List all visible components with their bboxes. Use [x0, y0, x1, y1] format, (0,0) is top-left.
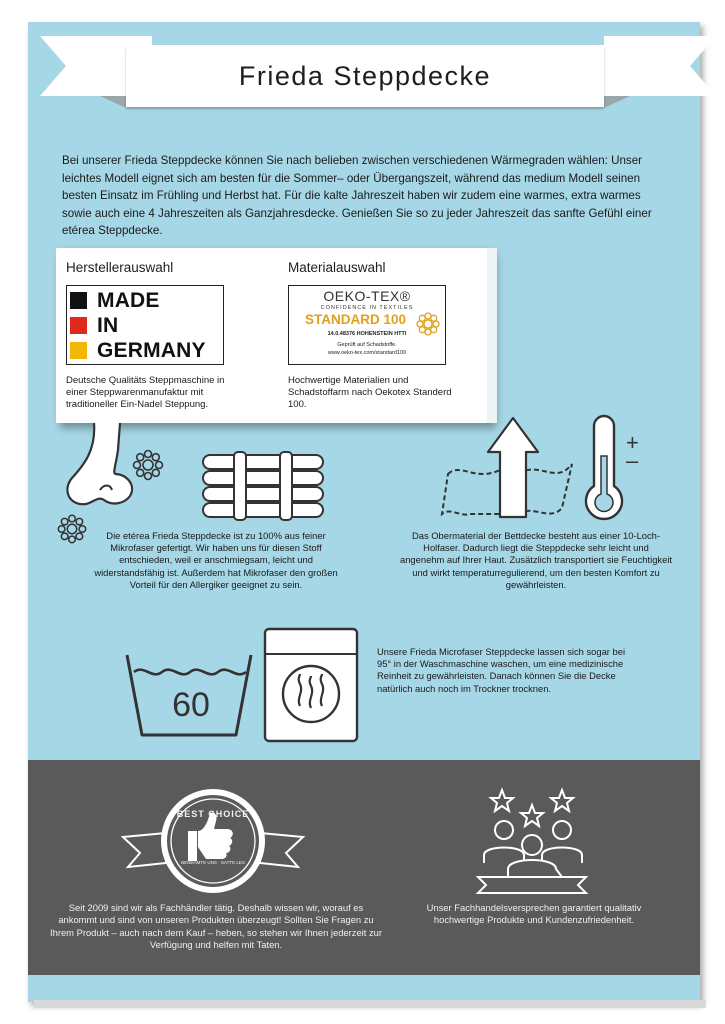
- selection-card: [56, 248, 492, 423]
- logo-line-germany: GERMANY: [97, 338, 206, 362]
- flag-gold-square: [70, 342, 87, 359]
- ribbon-right-fold: [604, 96, 630, 108]
- oeko-tex-logo: [288, 285, 446, 365]
- badge-bottom-text: BENEHMTE UNS · SATTE LES: [181, 860, 245, 865]
- oeko-standard: STANDARD 100: [305, 312, 407, 327]
- oeko-brand: OEKO-TEX®: [323, 288, 411, 304]
- oeko-tested: Geprüft auf Schadstoffe.: [337, 342, 397, 348]
- thermo-plus: +: [626, 430, 639, 455]
- made-in-germany-logo: [66, 285, 224, 365]
- ribbon-right-wing: [604, 36, 716, 96]
- logo-line-in: IN: [97, 313, 119, 337]
- washing-text: Unsere Frieda Microfaser Steppdecke lassen sich sogar bei 95° in der Waschmaschine waschen, um eine medizinische Reinheit zu gewährleisten. Danach können Sie die Decke natürlich auch noch im Trockner trocknen.: [377, 646, 626, 694]
- thermo-minus: –: [626, 448, 639, 473]
- manufacturer-caption: Deutsche Qualitäts Steppmaschine in einer Steppwarenmanufaktur mit traditioneller Ein-Nadel Steppung.: [66, 375, 225, 410]
- material-heading: Materialauswahl: [288, 260, 386, 275]
- pollen-icon: [130, 447, 166, 483]
- flag-black-square: [70, 292, 87, 309]
- bottom-left-text: Seit 2009 sind wir als Fachhändler tätig. Deshalb wissen wir, worauf es ankommt und sind von unseren Produkten überzeugt! Sollten Sie Fragen zu Ihrem Produkt – auch nach dem Kauf – heben, so stehen wir Ihnen jederzeit zur Verfügung und helfen mit Taten.: [50, 902, 382, 951]
- material-caption: Hochwertige Materialien und Schadstoffarm nach Oekotex Standerd 100.: [288, 375, 452, 410]
- oeko-url: www.oeko-tex.com/standard100: [327, 350, 407, 356]
- page-title: Frieda Steppdecke: [238, 60, 492, 91]
- dryer-icon: [262, 626, 362, 746]
- manufacturer-heading: Herstellerauswahl: [66, 260, 174, 275]
- wash-temp: 60: [172, 686, 210, 724]
- pollen-small-icon: [55, 512, 89, 546]
- fiber-text: Die etérea Frieda Steppdecke ist zu 100% aus feiner Mikrofaser gefertigt. Wir haben uns für diesen Stoff entschieden, weil er anschmiegsam, leicht und widerstandsfähig ist. Außerdem hat Mikrofaser den großen Vorteil für den Allergiker geeignet zu sein.: [94, 530, 338, 590]
- best-choice-badge-icon: [118, 785, 308, 897]
- logo-line-made: MADE: [97, 288, 160, 312]
- breathable-text: Das Obermaterial der Bettdecke besteht aus einer 10-Loch-Holfaser. Dadurch liegt die Steppdecke sehr leicht und angenehm auf Ihrer Haut. Zusätzlich transportiert sie Feuchtigkeit und wirkt temperaturregulierend, um den besten Komfort zu gewährleisten.: [400, 530, 673, 590]
- page-shadow: [34, 1000, 706, 1008]
- intro-text: Bei unserer Frieda Steppdecke können Sie nach belieben zwischen verschiedenen Wärmegraden wählen: Unser leichtes Modell eignet sich am besten für die Sommer– oder Übergangszeit, während das medium Modell seinen besten Einsatz im Frühling und Herbst hat. Für die kalte Jahreszeit haben wir zudem eine warmes, extra warmes sowie auch eine 4 Jahreszeiten als Ganzjahresdecke. Genießen Sie so zu jeder Jahreszeit das sanfte Gefühl einer etérea Steppdecke.: [62, 154, 652, 238]
- bottom-right-text: Unser Fachhandelsversprechen garantiert qualitativ hochwertige Produkte und Kundenzufriedenheit.: [426, 902, 642, 926]
- oeko-number: 14.0.48376 HOHENSTEIN HTTI: [327, 331, 407, 337]
- card-edge: [487, 248, 497, 423]
- breathable-arrow-icon: [440, 412, 580, 522]
- fiber-bundle-icon: [198, 450, 333, 520]
- customers-stars-icon: [470, 785, 600, 897]
- oeko-sub: CONFIDENCE IN TEXTILES: [320, 305, 414, 311]
- title-ribbon: [126, 45, 604, 107]
- badge-top-text: BEST CHOICE: [176, 809, 250, 819]
- flag-red-square: [70, 317, 87, 334]
- ribbon-left-fold: [100, 96, 126, 108]
